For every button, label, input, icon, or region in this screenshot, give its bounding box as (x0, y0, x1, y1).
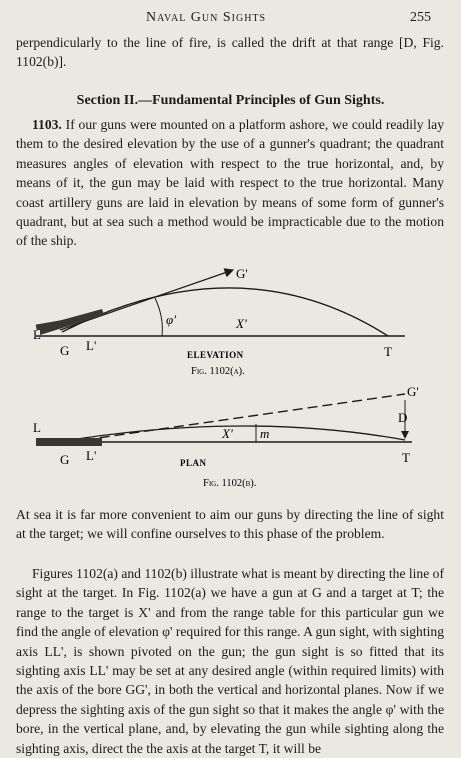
plan-gun-barrel (36, 438, 102, 446)
label-g-b: G (60, 452, 70, 467)
label-l-prime: L' (86, 338, 97, 353)
label-d: D (398, 410, 408, 425)
figure-1102a (0, 262, 461, 382)
label-x-prime-b: X' (222, 426, 233, 441)
intro-paragraph (16, 33, 444, 72)
plan-diagram (0, 382, 461, 492)
section-heading: Section II.—Fundamental Principles of Gun Sights. (76, 93, 385, 108)
paragraph-sea (16, 505, 444, 544)
intro-text: perpendicularly to the line of fire, is called the drift at that range [D, Fig. 1102(b)]. (16, 35, 444, 70)
figure-a-caption: Fig. 1102(a). (191, 366, 245, 377)
label-t: T (384, 344, 392, 359)
label-x-prime: X' (236, 316, 247, 331)
elevation-angle-arc (155, 298, 162, 336)
label-g-prime-b: G' (407, 384, 419, 399)
label-l-b: L (33, 420, 41, 435)
paragraph-figures-text: Figures 1102(a) and 1102(b) illustrate what is meant by directing the line of sight at the target. In Fig. 1102(a) we have a gun at G and a target at T; the range to the target is X' and from the range table for this particular gun we find the angle of elevation φ' required for this range. A gun sight, with sighting axis LL', is shown pivoted on the gun; the gun sight is so fitted that its sighting axis LL' may be set at any desired angle (within required limits) with the axis of the bore GG', in both the vertical and horizontal planes. Now if we depress the sighting axis of the gun sight so that it makes the angle φ' with the bore, in the vertical plane, and, by elevating the gun while sighting along the sighting axis, direct the the axis at the target T, it will be (16, 566, 444, 756)
label-phi-prime: φ' (166, 312, 176, 327)
figure-1102b (0, 382, 461, 492)
figure-b-caption: Fig. 1102(b). (203, 478, 257, 489)
elevation-view-label: ELEVATION (187, 350, 244, 360)
plan-view-label: PLAN (180, 458, 207, 468)
page-header (0, 8, 461, 32)
elevation-diagram (0, 262, 461, 382)
paragraph-figures (16, 564, 444, 758)
plan-trajectory (70, 426, 405, 440)
label-t-b: T (402, 450, 410, 465)
paragraph-sea-text: At sea it is far more convenient to aim our guns by directing the line of sight at the target; we will confine ourselves to this phase of the problem. (16, 507, 444, 542)
paragraph-1103-body (16, 115, 444, 251)
paragraph-number: 1103. (32, 117, 62, 132)
paragraph-1103-text: If our guns were mounted on a platform ashore, we could readily lay them to the desired elevation by the use of a gunner's quadrant; the quadrant measures angles of elevation with respect to the true horizontal, and, by means of it, the gun may be laid with respect to the true horizontal. Many coast artillery guns are laid in elevation by means of some form of gunner's quadrant, but at sea such a method would be impracticable due to the motion of the ship. (16, 117, 444, 249)
label-m: m (260, 426, 270, 441)
gun-barrel (40, 309, 104, 335)
bore-axis-dashed (70, 394, 408, 442)
label-g-prime: G' (236, 266, 248, 281)
label-g: G (60, 343, 70, 358)
label-l-prime-b: L' (86, 448, 97, 463)
page-number: 255 (410, 10, 431, 25)
running-title: Naval Gun Sights (146, 10, 267, 25)
label-l: L (33, 327, 41, 342)
paragraph-1103 (16, 115, 444, 251)
